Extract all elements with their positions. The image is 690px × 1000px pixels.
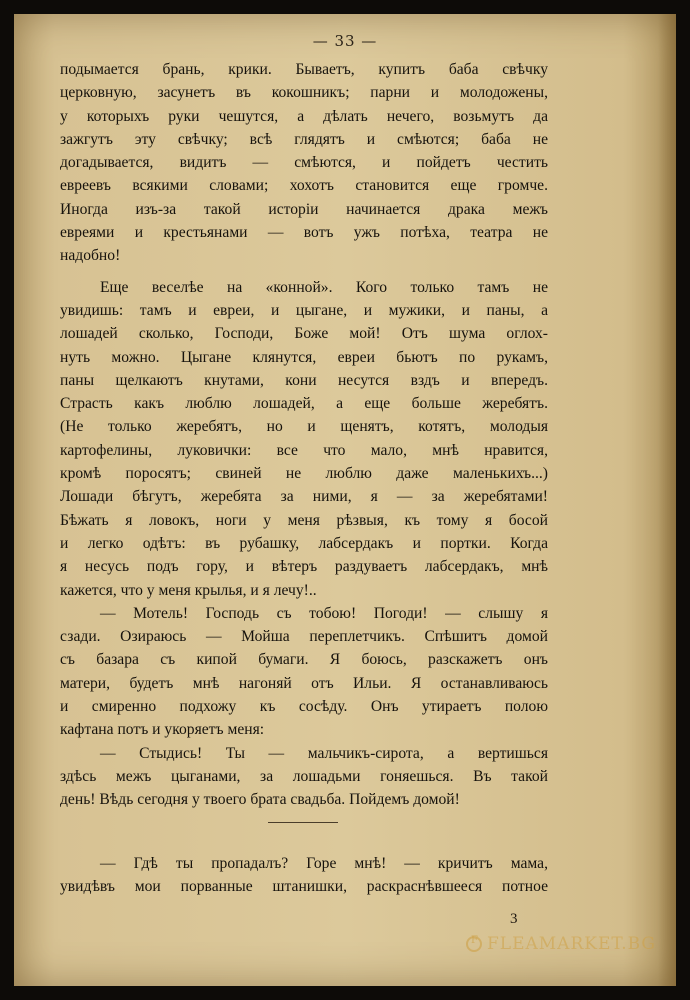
signature-mark: 3: [510, 911, 518, 927]
text-line: Лошади бѣгутъ, жеребята за ними, я — за жеребятами!: [60, 488, 548, 506]
text-line: день! Вѣдь сегодня у твоего брата свадьба. Пойдемъ домой!: [60, 791, 460, 809]
page-edge-shadow: [658, 14, 676, 986]
text-line: надобно!: [60, 247, 121, 265]
watermark-text: FLEAMARKET.BG: [487, 934, 656, 954]
text-line: церковную, засунетъ въ кокошникъ; парни и молодожены,: [60, 84, 548, 102]
text-line: зажгутъ эту свѣчку; всѣ глядятъ и смѣются; баба не: [60, 130, 548, 148]
text-line: лошадей сколько, Господи, Боже мой! Отъ шума оглох-: [60, 325, 548, 343]
text-line: увидишь: тамъ и евреи, и цыгане, и мужики, и паны, а: [60, 301, 548, 319]
text-line: паны щелкаютъ кнутами, кони несутся вздъ и впередъ.: [60, 371, 548, 389]
text-line: Бѣжать я ловокъ, ноги у меня рѣзвыя, къ тому я босой: [60, 511, 548, 529]
text-line: и смиренно подхожу къ сосѣду. Онъ утираетъ полою: [60, 698, 548, 716]
text-line: Иногда изъ-за такой исторіи начинается драка межъ: [60, 200, 548, 218]
text-line: — Стыдись! Ты — мальчикъ-сирота, а вертишься: [100, 744, 548, 762]
text-line: Страсть какъ люблю лошадей, а еще больше жеребятъ.: [60, 395, 548, 413]
text-line: подымается брань, крики. Бываетъ, купитъ баба свѣчку: [60, 61, 548, 78]
body-text-bottom: [60, 852, 548, 899]
watermark: [466, 934, 656, 954]
text-line: евреевъ всякими словами; хохотъ становится еще громче.: [60, 177, 548, 195]
text-line: догадывается, видитъ — смѣются, и пойдетъ честить: [60, 154, 548, 172]
text-line: — Гдѣ ты пропадалъ? Горе мнѣ! — кричитъ мама,: [100, 855, 548, 872]
page-number: — 33 —: [312, 32, 378, 50]
text-line: матери, будетъ мнѣ нагоняй отъ Ильи. Я останавливаюсь: [60, 674, 548, 692]
text-line: Еще веселѣе на «конной». Кого только тамъ не: [100, 278, 548, 296]
book-page: [14, 14, 676, 986]
text-line: евреями и крестьянами — вотъ ужъ потѣха, театра не: [60, 224, 548, 242]
text-line: и легко одѣтъ: въ рубашку, лабсердакъ и портки. Когда: [60, 534, 548, 552]
text-line: кафтана потъ и укоряетъ меня:: [60, 721, 265, 739]
text-line: здѣсь межъ цыганами, за лошадьми гоняешься. Въ такой: [60, 767, 548, 785]
text-line: увидѣвъ мои порванные штанишки, раскраснѣвшееся потное: [60, 878, 548, 896]
text-line: у которыхъ руки чешутся, а дѣлать нечего, возьмутъ да: [60, 107, 548, 125]
section-divider: [268, 822, 338, 823]
text-line: съ базара съ кипой бумаги. Я боюсь, разскажетъ онъ: [60, 651, 548, 669]
text-line: кажется, что у меня крылья, и я лечу!..: [60, 581, 317, 599]
watermark-logo-icon: [466, 936, 482, 952]
text-line: кромѣ поросятъ; свиней не люблю даже маленькихъ...): [60, 465, 548, 483]
body-text-top: [60, 58, 548, 812]
text-line: нуть можно. Цыгане клянутся, евреи бьютъ по рукамъ,: [60, 348, 548, 366]
text-line: — Мотель! Господь съ тобою! Погоди! — слышу я: [100, 604, 548, 622]
text-line: я несусь подъ гору, и вѣтеръ раздуваетъ лабсердакъ, мнѣ: [60, 558, 548, 576]
text-line: картофелины, луковички: все что мало, мнѣ нравится,: [60, 441, 548, 459]
text-line: сзади. Озираюсь — Мойша переплетчикъ. Спѣшитъ домой: [60, 628, 548, 646]
text-line: (Не только жеребятъ, но и щенятъ, котятъ, молодыя: [60, 418, 548, 436]
